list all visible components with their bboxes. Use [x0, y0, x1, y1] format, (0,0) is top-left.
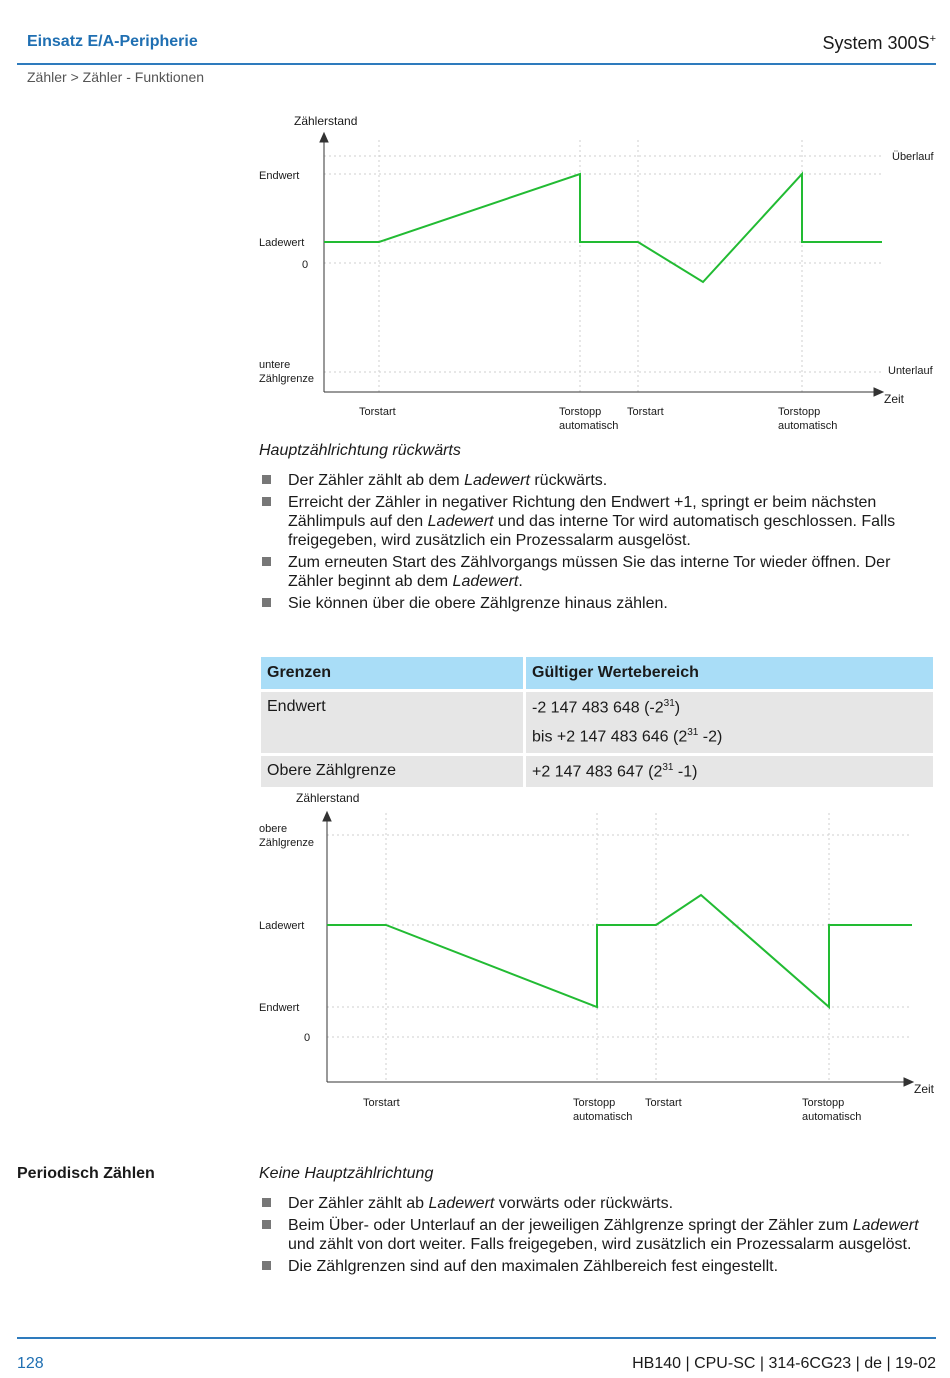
cell-upper-limit: Obere Zählgrenze — [261, 756, 523, 787]
counter-trace — [324, 174, 882, 282]
event-torstopp-1-auto: automatisch — [573, 1111, 633, 1123]
list-item: Zum erneuten Start des Zählvorgangs müssen Sie das interne Tor wieder öffnen. Der Zähler beginnt ab dem Ladewert. — [259, 553, 939, 591]
list-item: Der Zähler zählt ab dem Ladewert rückwärts. — [259, 471, 939, 490]
level-endwert: Endwert — [259, 170, 300, 182]
event-torstopp-1: Torstopp — [573, 1097, 616, 1109]
event-torstopp-2: Torstopp — [778, 406, 821, 418]
counter-diagram-1 — [250, 110, 940, 440]
list-item: Die Zählgrenzen sind auf den maximalen Zählbereich fest eingestellt. — [259, 1257, 939, 1276]
system-name: System 300S+ — [822, 33, 936, 53]
x-axis-title: Zeit — [884, 392, 905, 406]
subheading-periodic: Keine Hauptzählrichtung — [259, 1165, 434, 1182]
list-item: Beim Über- oder Unterlauf an der jeweiligen Zählgrenze springt der Zähler zum Ladewert und zählt von dort weiter. Falls freigegeben, wird zusätzlich ein Prozessalarm ausgelöst. — [259, 1216, 939, 1254]
list-item: Der Zähler zählt ab Ladewert vorwärts oder rückwärts. — [259, 1194, 939, 1213]
level-lower-1: untere — [259, 359, 291, 371]
event-torstopp-2-auto: automatisch — [802, 1111, 862, 1123]
table-row — [261, 756, 933, 787]
header-divider — [17, 63, 936, 65]
event-torstart-1: Torstart — [359, 406, 396, 418]
table-header-row — [261, 657, 933, 689]
label-underflow: Unterlauf — [888, 365, 933, 377]
limits-table — [258, 654, 936, 790]
side-label-periodic: Periodisch Zählen — [17, 1165, 155, 1182]
bullet-list-periodic — [259, 1194, 939, 1279]
event-torstopp-2: Torstopp — [802, 1097, 845, 1109]
list-item: Erreicht der Zähler in negativer Richtung den Endwert +1, springt er beim nächsten Zählimpuls auf den Ladewert und das interne Tor wird automatisch geschlossen. Falls freigegeben, wird zusätzlich ein Prozessalarm ausgelöst. — [259, 493, 939, 550]
level-ladewert: Ladewert — [259, 237, 305, 249]
breadcrumb: Zähler > Zähler - Funktionen — [27, 69, 205, 85]
event-torstart-2: Torstart — [645, 1097, 682, 1109]
cell-upper-limit-range: +2 147 483 647 ($2^{31}$ -1) — [526, 756, 933, 787]
level-upper-2: Zählgrenze — [259, 837, 315, 849]
grid-lines — [327, 813, 912, 1082]
label-overflow: Überlauf — [892, 151, 934, 163]
table-header-limits: Grenzen — [261, 657, 523, 689]
subheading-reverse: Hauptzählrichtung rückwärts — [259, 442, 461, 459]
counter-diagram-2 — [250, 785, 940, 1130]
table-row — [261, 692, 933, 753]
level-lower-2: Zählgrenze — [259, 373, 315, 385]
event-torstart-1: Torstart — [363, 1097, 400, 1109]
footer-divider — [17, 1337, 936, 1339]
x-axis-title: Zeit — [914, 1082, 935, 1096]
level-zero: 0 — [304, 1032, 311, 1044]
event-torstart-2: Torstart — [627, 406, 664, 418]
event-torstopp-1: Torstopp — [559, 406, 602, 418]
level-ladewert: Ladewert — [259, 920, 305, 932]
page-number: 128 — [17, 1355, 44, 1372]
y-axis-title: Zählerstand — [294, 114, 358, 128]
bullet-list-reverse — [259, 471, 939, 616]
cell-endwert: Endwert — [261, 692, 523, 753]
list-item: Sie können über die obere Zählgrenze hinaus zählen. — [259, 594, 939, 613]
document-id: HB140 | CPU-SC | 314-6CG23 | de | 19-02 — [632, 1355, 936, 1372]
counter-trace — [327, 895, 912, 1007]
level-zero: 0 — [302, 259, 309, 271]
table-header-range: Gültiger Wertebereich — [526, 657, 933, 689]
event-torstopp-2-auto: automatisch — [778, 420, 838, 432]
section-title: Einsatz E/A-Peripherie — [27, 33, 198, 50]
cell-endwert-range: -2 147 483 648 $(-2^{31})$ bis +2 147 483 646 ($2^{31}$ -2) — [526, 692, 933, 753]
axes — [320, 133, 883, 396]
level-endwert: Endwert — [259, 1002, 300, 1014]
y-axis-title: Zählerstand — [296, 791, 360, 805]
level-upper-1: obere — [259, 823, 288, 835]
axes — [323, 812, 913, 1086]
event-torstopp-1-auto: automatisch — [559, 420, 619, 432]
